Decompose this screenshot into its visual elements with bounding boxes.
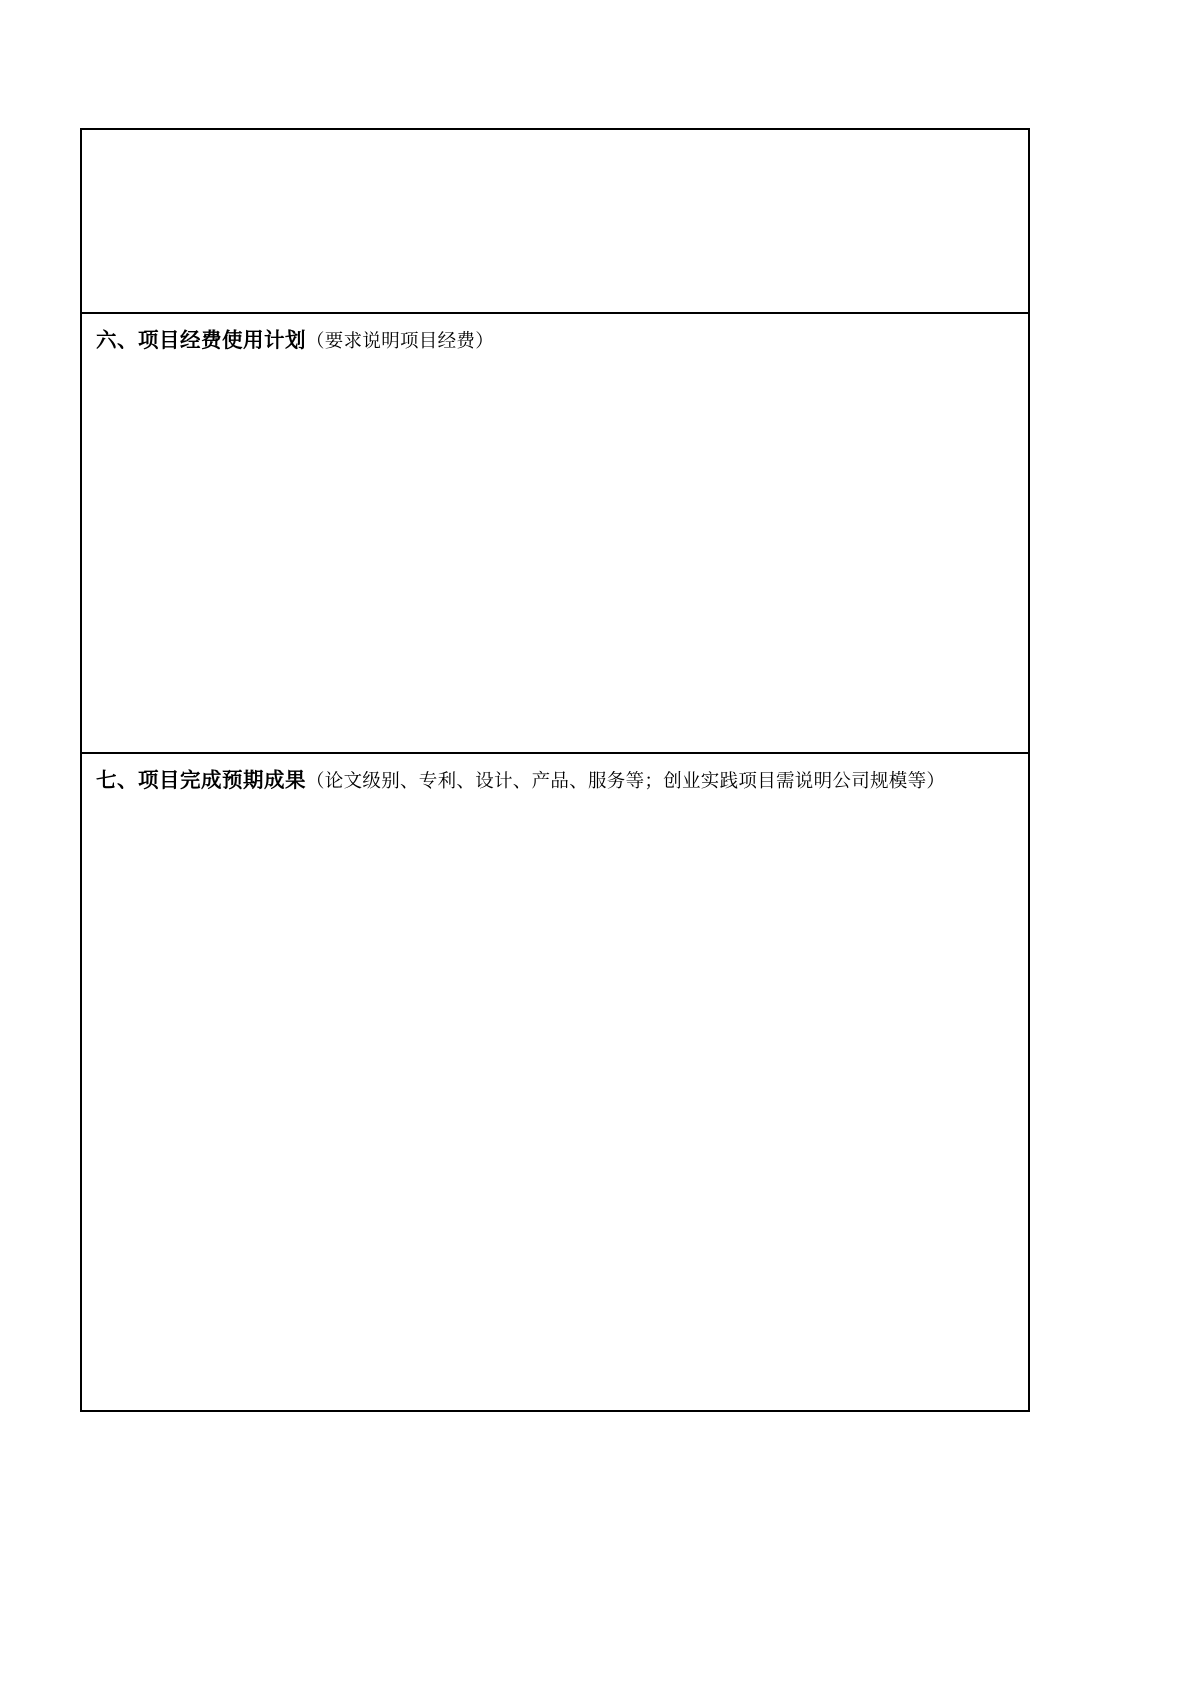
table-row-budget-plan	[82, 312, 1028, 752]
section-note-budget-plan: （要求说明项目经费）	[306, 332, 495, 352]
table-row-continuation	[82, 130, 1028, 312]
section-note-expected-outcomes: （论文级别、专利、设计、产品、服务等；创业实践项目需说明公司规模等）	[306, 772, 946, 792]
expected-outcomes-answer-area[interactable]	[82, 798, 1028, 1410]
section-title-expected-outcomes: 七、项目完成预期成果	[96, 770, 306, 792]
continuation-answer-area[interactable]	[82, 130, 1028, 312]
section-heading-budget-plan	[82, 314, 1028, 355]
budget-plan-answer-area[interactable]	[82, 358, 1028, 752]
section-heading-expected-outcomes	[82, 754, 1028, 795]
section-title-budget-plan: 六、项目经费使用计划	[96, 330, 306, 352]
project-application-form-table	[80, 128, 1030, 1412]
table-row-expected-outcomes	[82, 752, 1028, 1410]
